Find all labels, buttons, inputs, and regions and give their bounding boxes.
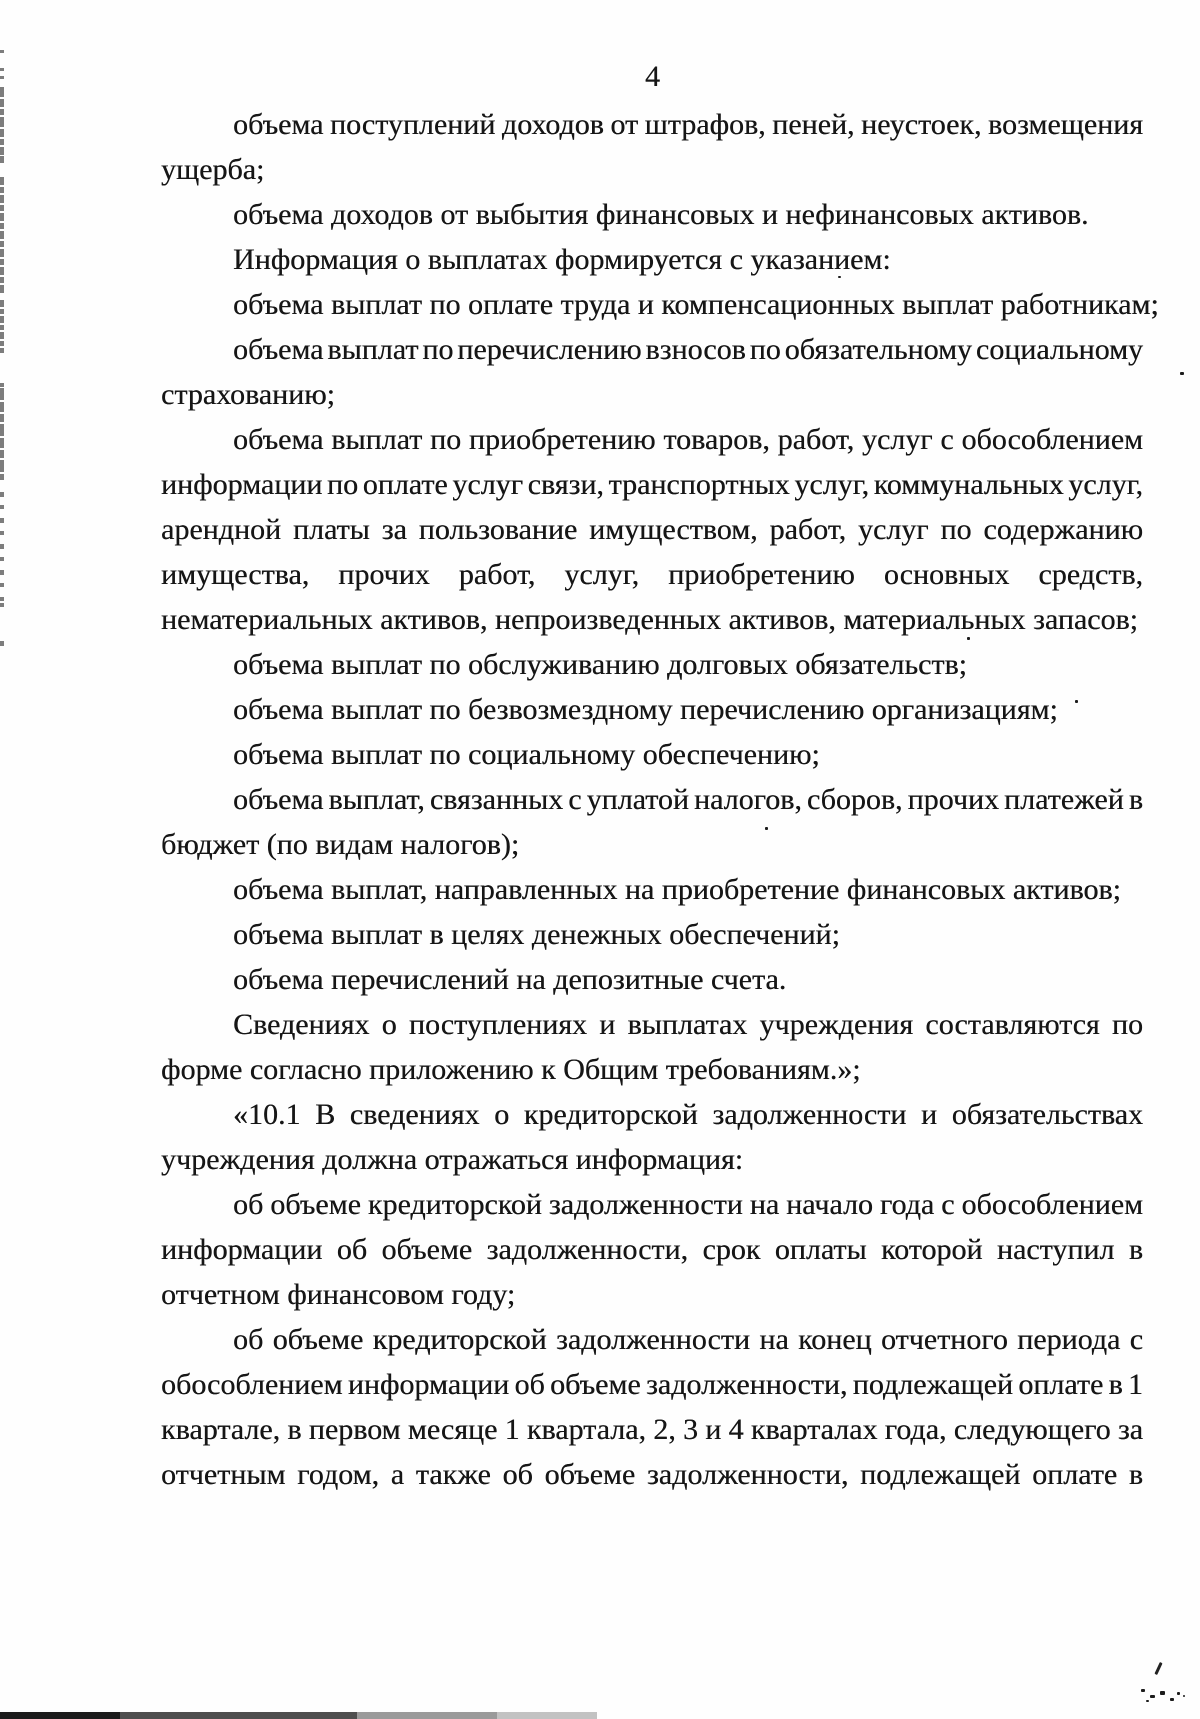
text-line: отчетным годом, а также об объеме задолженности, подлежащей оплате в [161,1458,1143,1491]
text-line: Сведениях о поступлениях и выплатах учреждения составляются по [233,1008,1143,1041]
scan-edge-mark [0,68,4,71]
scan-bottom-strip-segment [357,1712,497,1719]
ink-speckle [1075,700,1078,703]
ink-speckle [1180,372,1184,375]
scan-edge-mark [0,267,4,275]
scan-edge-mark [0,156,4,163]
text-line: ущерба; [161,153,265,186]
scan-edge-mark [0,117,4,127]
scan-edge-mark [0,388,4,400]
ink-speckle [838,276,841,278]
scan-edge-mark [0,87,4,97]
scan-edge-mark [0,641,4,646]
text-line: информации об объеме задолженности, срок оплаты которой наступил в [161,1233,1143,1266]
scan-edge-mark [0,195,4,203]
scan-edge-mark [0,341,4,346]
scan-edge-mark [0,544,4,549]
scan-edge-mark [0,76,4,79]
scan-edge-mark [0,223,4,229]
ink-speckle [1177,1692,1180,1695]
scan-edge-mark [0,438,4,448]
scan-edge-mark [0,187,4,193]
scan-edge-mark [0,99,4,107]
scan-edge-mark [0,241,4,247]
text-line: информации по оплате услуг связи, транспортных услуг, коммунальных услуг, [161,468,1143,501]
scan-edge-mark [0,177,4,185]
scan-edge-mark [0,316,4,323]
text-line: учреждения должна отражаться информация: [161,1143,744,1176]
scan-edge-mark [0,325,4,330]
scan-edge-mark [0,249,4,257]
scan-edge-mark [0,50,4,53]
text-line: бюджет (по видам налогов); [161,828,520,861]
scan-edge-mark [0,129,4,137]
ink-speckle [967,637,970,640]
scan-edge-mark [0,348,4,353]
ink-speckle [1160,1691,1165,1695]
ink-slash-mark [1154,1662,1162,1675]
ink-speckle [1183,1695,1185,1697]
scan-edge-mark [0,402,4,412]
text-line: обособлением информации об объеме задолженности, подлежащей оплате в 1 [161,1368,1143,1401]
ink-speckle [1170,1698,1174,1701]
text-line: «10.1 В сведениях о кредиторской задолженности и обязательствах [233,1098,1143,1131]
text-line: объема выплат, направленных на приобретение финансовых активов; [233,873,1121,906]
scan-edge-mark [0,139,4,145]
text-line: объема выплат по обслуживанию долговых обязательств; [233,648,967,681]
text-line: имущества, прочих работ, услуг, приобретению основных средств, [161,558,1143,591]
text-line: объема выплат по перечислению взносов по обязательному социальному [233,333,1144,366]
scan-edge-mark [0,109,4,115]
scan-edge-mark [0,205,4,211]
text-line: Информация о выплатах формируется с указанием: [233,243,891,276]
scan-edge-mark [0,414,4,422]
scan-edge-mark [0,231,4,239]
ink-speckle [1141,1689,1145,1692]
scan-edge-mark [0,309,4,314]
page-number: 4 [645,60,660,93]
ink-speckle [1150,1695,1155,1698]
scan-edge-mark [0,583,4,587]
text-line: квартале, в первом месяце 1 квартала, 2, 3 и 4 кварталах года, следующего за [161,1413,1143,1446]
scan-bottom-strip-segment [497,1712,597,1719]
scan-edge-mark [0,424,4,436]
scan-edge-mark [0,259,4,265]
scan-edge-mark [0,531,4,535]
text-line: об объеме кредиторской задолженности на конец отчетного периода с [233,1323,1143,1356]
scan-edge-mark [0,603,4,607]
text-line: объема перечислений на депозитные счета. [233,963,787,996]
text-line: объема выплат, связанных с уплатой налогов, сборов, прочих платежей в [233,783,1143,816]
scan-edge-mark [0,332,4,339]
text-line: объема доходов от выбытия финансовых и нефинансовых активов. [233,198,1089,231]
text-line: объема выплат в целях денежных обеспечений; [233,918,840,951]
text-line: объема выплат по социальному обеспечению; [233,738,820,771]
text-block [161,102,1159,1497]
scan-bottom-strip-segment [0,1712,120,1719]
ink-speckle [765,827,768,830]
text-line: объема поступлений доходов от штрафов, пеней, неустоек, возмещения [233,108,1144,141]
scan-edge-mark [0,213,4,221]
scan-edge-mark [0,570,4,575]
scan-edge-mark [0,474,4,480]
text-line: об объеме кредиторской задолженности на начало года с обособлением [233,1188,1143,1221]
scan-edge-mark [0,557,4,561]
text-line: объема выплат по оплате труда и компенсационных выплат работникам; [233,288,1159,321]
scan-edge-mark [0,285,4,293]
text-line: объема выплат по безвозмездному перечислению организациям; [233,693,1058,726]
scan-bottom-strip-segment [120,1712,357,1719]
scan-edge-mark [0,460,4,472]
ink-speckle [1146,1700,1149,1702]
scan-edge-mark [0,383,4,387]
scan-edge-mark [0,492,4,497]
scan-edge-mark [0,450,4,458]
scan-edge-mark [0,505,4,509]
scan-edge-mark [0,147,4,155]
text-line: арендной платы за пользование имуществом, работ, услуг по содержанию [161,513,1143,546]
text-line: страхованию; [161,378,335,411]
text-line: объема выплат по приобретению товаров, работ, услуг с обособлением [233,423,1143,456]
scan-edge-mark [0,597,4,601]
text-line: форме согласно приложению к Общим требованиям.»; [161,1053,861,1086]
scan-edge-mark [0,518,4,523]
scan-edge-mark [0,277,4,283]
text-line: отчетном финансовом году; [161,1278,516,1311]
text-line: нематериальных активов, непроизведенных активов, материальных запасов; [161,603,1138,636]
scan-edge-mark [0,300,4,307]
